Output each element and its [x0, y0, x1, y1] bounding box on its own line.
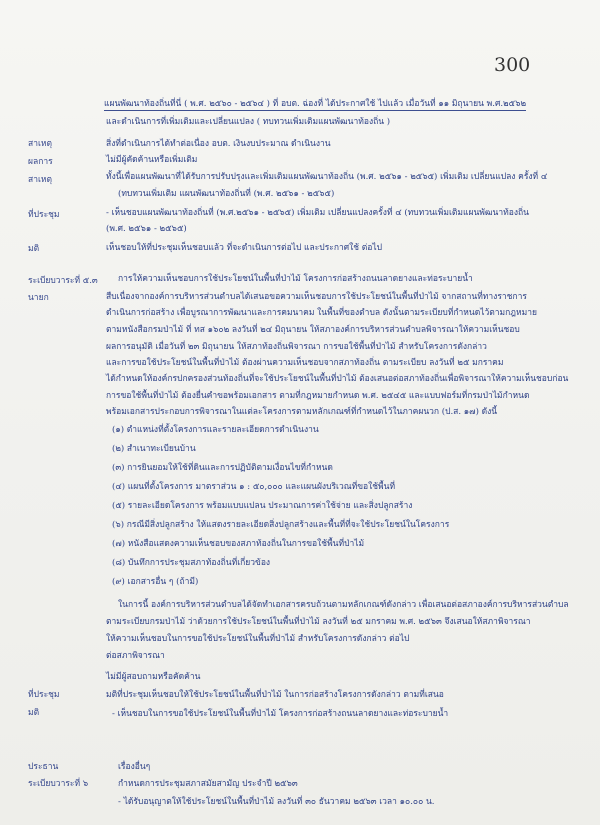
margin-label: ประธาน: [28, 762, 59, 772]
text-line: มติที่ประชุมเห็นชอบให้ใช้ประโยชน์ในพื้นที่ป่าไม้ ในการก่อสร้างโครงการดังกล่าว ตามที่เสนอ: [106, 690, 444, 700]
text-line: เห็นชอบให้ที่ประชุมเห็นชอบแล้ว ที่จะดำเนินการต่อไป และประกาศใช้ ต่อไป: [106, 243, 383, 253]
text-line: ให้ความเห็นชอบในการขอใช้ประโยชน์ในพื้นที่ป่าไม้ สำหรับโครงการดังกล่าว ต่อไป: [106, 634, 410, 644]
margin-label: มติ: [28, 244, 40, 254]
text-line: การให้ความเห็นชอบการใช้ประโยชน์ในพื้นที่ป่าไม้ โครงการก่อสร้างถนนลาดยางและท่อระบายน้ำ: [118, 274, 473, 284]
margin-label: สาเหตุ: [28, 139, 52, 149]
agenda-label: ระเบียบวาระที่ ๖: [28, 779, 89, 789]
text-line: - เห็นชอบในการขอใช้ประโยชน์ในพื้นที่ป่าไม้ โครงการก่อสร้างถนนลาดยางและท่อระบายน้ำ: [112, 709, 449, 719]
list-item: (๘) บันทึกการประชุมสภาท้องถิ่นที่เกี่ยวข้อง: [112, 558, 271, 568]
text-line: ดำเนินการก่อสร้าง เพื่อบูรณาการพัฒนาและการคมนาคม ในพื้นที่ของตำบล ดังนั้นตามระเบียบที่กำหนดไว้ตามกฎหมาย: [106, 308, 537, 318]
text-line: สืบเนื่องจากองค์การบริหารส่วนตำบลได้เสนอขอความเห็นชอบการใช้ประโยชน์ในพื้นที่ป่าไม้ จากสถานที่ทางราชการ: [106, 292, 527, 302]
text-line: ต่อสภาพิจารณา: [106, 651, 165, 661]
list-item: (๒) สำเนาทะเบียนบ้าน: [112, 444, 196, 454]
text-line: ไม่มีผู้สอบถามหรือคัดค้าน: [106, 672, 201, 682]
text-line: - ได้รับอนุญาตให้ใช้ประโยชน์ในพื้นที่ป่าไม้ ลงวันที่ ๓๐ ธันวาคม ๒๕๖๓ เวลา ๑๐.๐๐ น.: [118, 797, 435, 807]
list-item: (๕) รายละเอียดโครงการ พร้อมแบบแปลน ประมาณการค่าใช้จ่าย และสิ่งปลูกสร้าง: [112, 501, 413, 511]
list-item: (๙) เอกสารอื่น ๆ (ถ้ามี): [112, 577, 199, 587]
text-line: สิ่งที่ดำเนินการได้ทำต่อเนื่อง อบต. เงินงบประมาณ ดำเนินงาน: [106, 139, 331, 149]
text-line: และการขอใช้ประโยชน์ในพื้นที่ป่าไม้ ต้องผ่านความเห็นชอบจากสภาท้องถิ่น ตามระเบียบ ลงวันที่ ๒๕ มกราคม: [106, 358, 504, 368]
list-item: (๓) การยินยอมให้ใช้ที่ดินและการปฏิบัติตามเงื่อนไขที่กำหนด: [112, 463, 333, 473]
text-line: ในการนี้ องค์การบริหารส่วนตำบลได้จัดทำเอกสารครบถ้วนตามหลักเกณฑ์ดังกล่าว เพื่อเสนอต่อสภาองค์การบริหารส่วนตำบล: [118, 600, 569, 610]
text-line: ได้กำหนดให้องค์กรปกครองส่วนท้องถิ่นที่จะใช้ประโยชน์ในพื้นที่ป่าไม้ ต้องเสนอต่อสภาท้องถิ่นเพื่อพิจารณาให้ความเห็นชอบก่อน: [106, 374, 569, 384]
text-line: ตามหนังสือกรมป่าไม้ ที่ ทส ๑๖๐๒ ลงวันที่ ๒๔ มิถุนายน ให้สภาองค์การบริหารส่วนตำบลพิจารณาให้ความเห็นชอบ: [106, 325, 520, 335]
text-line: พร้อมเอกสารประกอบการพิจารณาในแต่ละโครงการตามหลักเกณฑ์ที่กำหนดไว้ในภาคผนวก (ป.ส. ๑๗) ดังนี้: [106, 407, 498, 417]
text-line: ไม่มีผู้คัดค้านหรือเพิ่มเติม: [106, 155, 198, 165]
margin-label: ที่ประชุม: [28, 690, 60, 700]
list-item: (๗) หนังสือแสดงความเห็นชอบของสภาท้องถิ่นในการขอใช้พื้นที่ป่าไม้: [112, 539, 365, 549]
agenda-label: ระเบียบวาระที่ ๕.๓: [28, 276, 98, 286]
margin-label: นายก: [28, 293, 49, 303]
text-line: เรื่องอื่นๆ: [118, 762, 151, 772]
text-line: กำหนดการประชุมสภาสมัยสามัญ ประจำปี ๒๕๖๓: [118, 779, 298, 789]
text-line: ตามระเบียบกรมป่าไม้ ว่าด้วยการใช้ประโยชน์ในพื้นที่ป่าไม้ ลงวันที่ ๒๕ มกราคม พ.ศ. ๒๕๖๓ จึงเสนอให้สภาพิจารณา: [106, 617, 531, 627]
text-line: (ทบทวนเพิ่มเติม แผนพัฒนาท้องถิ่นที่ (พ.ศ. ๒๕๖๑ - ๒๕๖๕): [118, 189, 335, 199]
text-line: การขอใช้พื้นที่ป่าไม้ ต้องยื่นคำขอพร้อมเอกสาร ตามที่กฎหมายกำหนด พ.ศ. ๒๕๔๕ และแบบฟอร์มที่กรมป่าไม้กำหนด: [106, 391, 530, 401]
text-line: แผนพัฒนาท้องถิ่นที่นี่ ( พ.ศ. ๒๕๖๐ - ๒๕๖๔ ) ที่ อบต. ฉ่องที่ ได้ประกาศใช้ ไปแล้ว เมื่อวันที่ ๑๑ มิถุนายน พ.ศ.๒๕๖๒: [104, 99, 527, 109]
text-line: (พ.ศ. ๒๕๖๑ - ๒๕๖๕): [106, 224, 187, 234]
text-line: และดำเนินการที่เพิ่มเติมและเปลี่ยนแปลง ( ทบทวนเพิ่มเติมแผนพัฒนาท้องถิ่น ): [106, 117, 391, 127]
margin-label: ผลการ: [28, 157, 53, 167]
margin-label: สาเหตุ: [28, 175, 52, 185]
list-item: (๑) ตำแหน่งที่ตั้งโครงการและรายละเอียดการดำเนินงาน: [112, 425, 319, 435]
text-line: - เห็นชอบแผนพัฒนาท้องถิ่นที่ (พ.ศ.๒๕๖๑ - ๒๕๖๕) เพิ่มเติม เปลี่ยนแปลงครั้งที่ ๔ (ทบทวนเพิ่มเติมแผนพัฒนาท้องถิ่น: [106, 208, 529, 218]
margin-label: มติ: [28, 708, 40, 718]
text-line: ผลการอนุมัติ เมื่อวันที่ ๒๓ มิถุนายน ให้สภาท้องถิ่นพิจารณา การขอใช้พื้นที่ป่าไม้ สำหรับโครงการดังกล่าว: [106, 342, 487, 352]
list-item: (๔) แผนที่ตั้งโครงการ มาตราส่วน ๑ : ๕๐,๐๐๐ และแผนผังบริเวณที่ขอใช้พื้นที่: [112, 482, 396, 492]
page-number: 300: [494, 54, 531, 76]
margin-label: ที่ประชุม: [28, 210, 60, 220]
list-item: (๖) กรณีมีสิ่งปลูกสร้าง ให้แสดงรายละเอียดสิ่งปลูกสร้างและพื้นที่ที่จะใช้ประโยชน์ในโครงการ: [112, 520, 450, 530]
text-line: ทั้งนี้เพื่อแผนพัฒนาที่ได้รับการปรับปรุงและเพิ่มเติมแผนพัฒนาท้องถิ่น (พ.ศ. ๒๕๖๑ - ๒๕๖๕) เพิ่มเติม เปลี่ยนแปลง ครั้งที่ ๔: [106, 172, 548, 182]
